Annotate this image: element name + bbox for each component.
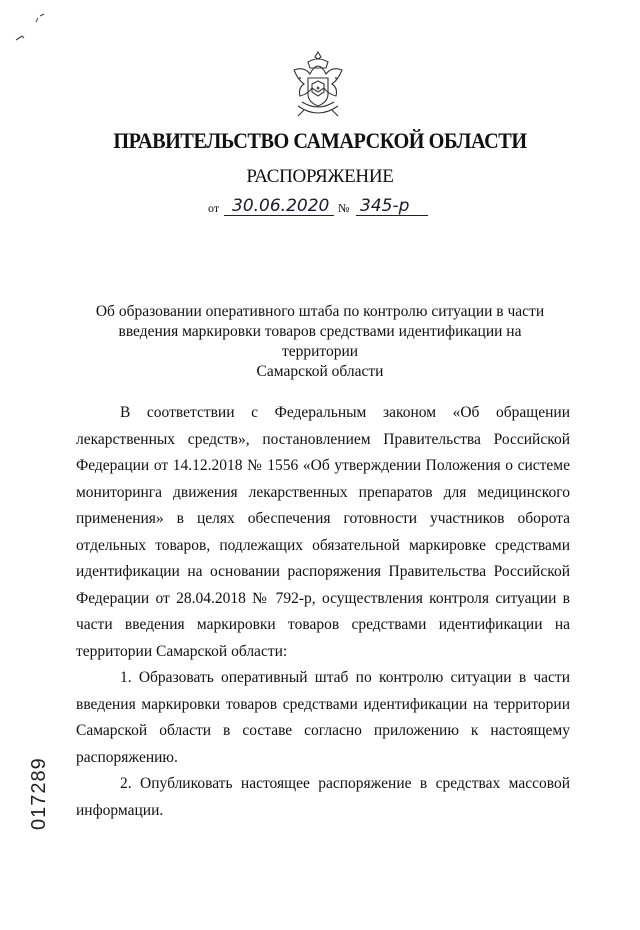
document-body — [76, 400, 570, 824]
number-label: № — [338, 201, 350, 215]
item-1-paragraph: 1. Образовать оперативный штаб по контролю ситуации в части введения маркировки товаров средствами идентификации на территории Самарской области в составе согласно приложению к настоящему распоряжению. — [76, 669, 570, 766]
subject-line-2: введения маркировки товаров средствами идентификации на территории — [118, 323, 522, 360]
date-number-line — [208, 192, 448, 222]
subject-line-1: Об образовании оперативного штаба по контролю ситуации в части — [95, 303, 545, 320]
serial-number-container — [28, 757, 58, 930]
subject-line-3: Самарской области — [256, 363, 384, 380]
government-title: ПРАВИТЕЛЬСТВО САМАРСКОЙ ОБЛАСТИ — [113, 128, 527, 153]
number-value: 345-р — [360, 196, 410, 216]
item-2-paragraph: 2. Опубликовать настоящее распоряжение в средствах массовой информации. — [76, 775, 570, 819]
document-subject — [90, 302, 550, 382]
scan-mark-icon — [10, 10, 50, 50]
preamble-paragraph: В соответствии с Федеральным законом «Об обращении лекарственных средств», постановлением Правительства Российской Федерации от 14.12.2018 № 1556 «Об утверждении Положения о системе мониторинга движения лекарственных препаратов для медицинского применения» в целях обеспечения готовности участников оборота отдельных товаров, подлежащих обязательной маркировке средствами идентификации на основании распоряжения Правительства Российской Федерации от 28.04.2018 № 792-р, осуществления контроля ситуации в части введения маркировки товаров средствами идентификации на территории Самарской области: — [76, 404, 570, 660]
coat-of-arms-icon — [286, 48, 350, 120]
date-value: 30.06.2020 — [232, 196, 330, 216]
date-label: от — [208, 201, 220, 215]
document-type: РАСПОРЯЖЕНИЕ — [246, 166, 394, 187]
serial-number: 017289 — [28, 757, 50, 830]
